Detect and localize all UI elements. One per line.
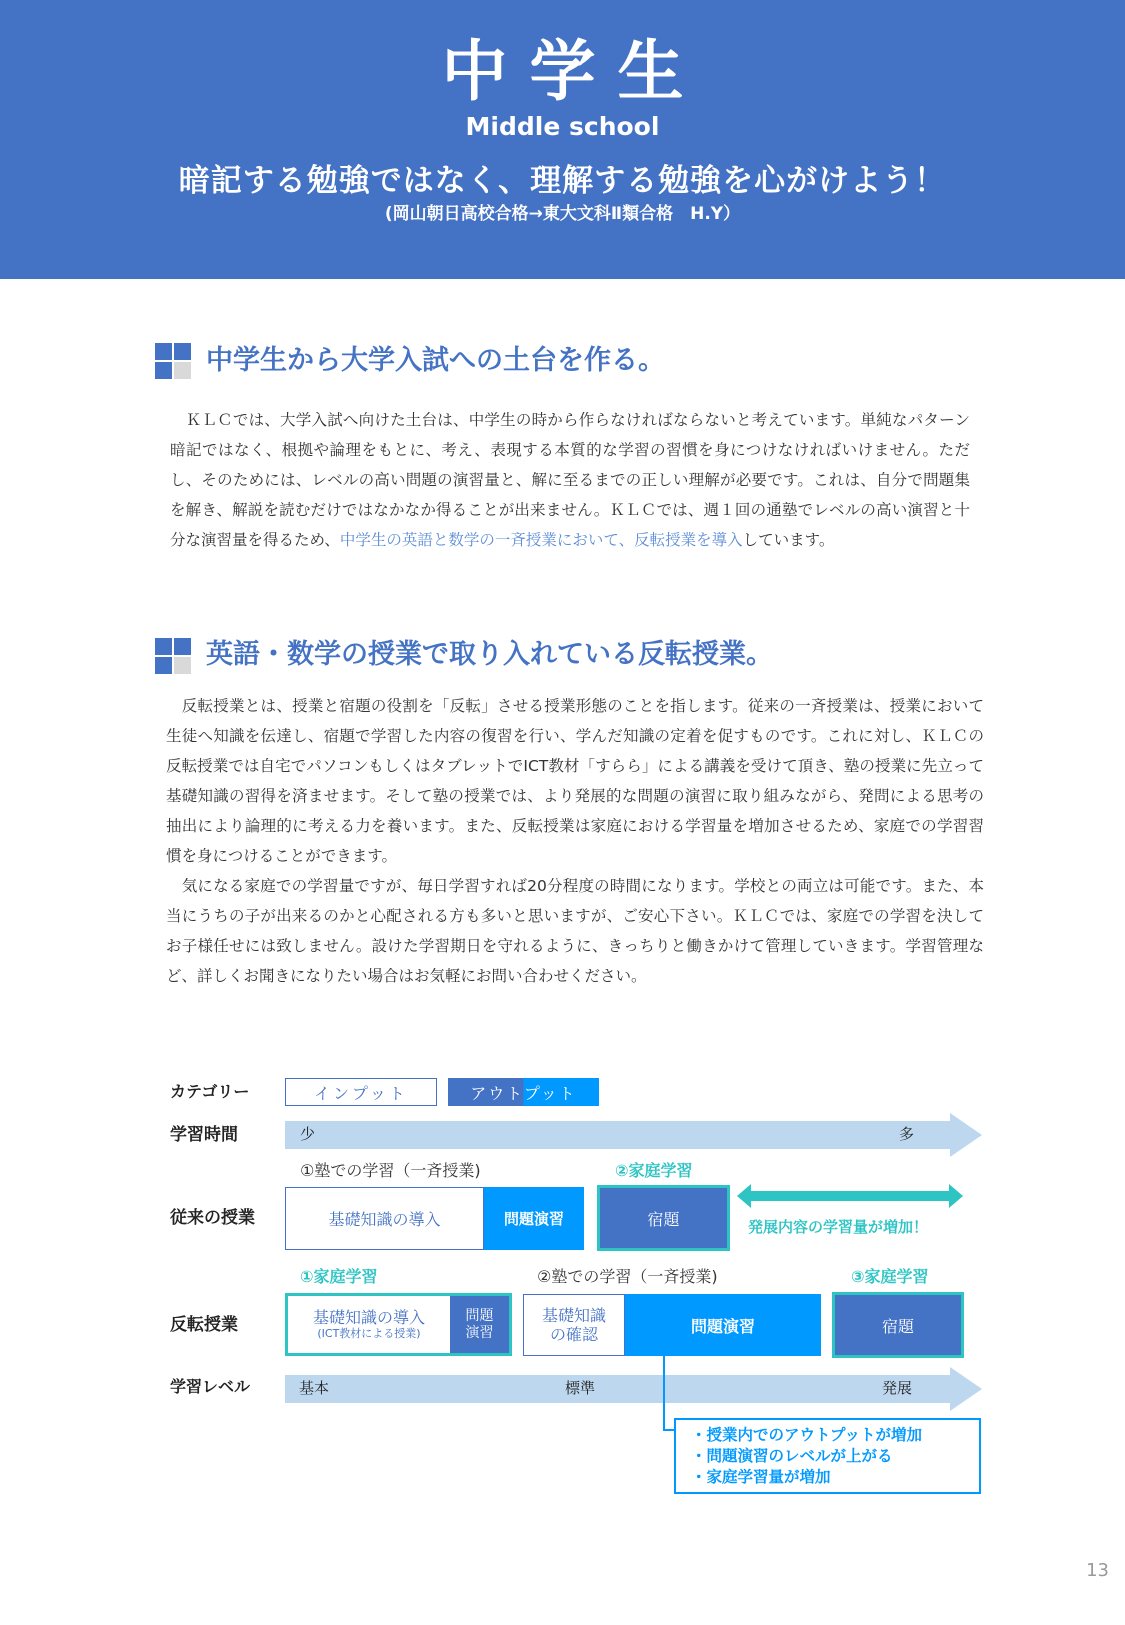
section1-heading: 中学生から大学入試への土台を作る。 [206, 345, 665, 376]
time-high: 多 [899, 1125, 915, 1143]
level-label: 学習レベル [170, 1377, 251, 1396]
level-basic: 基本 [299, 1379, 330, 1397]
flipped-label: 反転授業 [170, 1315, 238, 1335]
quote-attribution: (岡山朝日高校合格→東大文科Ⅱ類合格 H.Y） [384, 204, 741, 224]
level-advanced: 発展 [882, 1379, 913, 1397]
trad-note: 発展内容の学習量が増加！ [748, 1218, 929, 1236]
section2-heading: 英語・数学の授業で取り入れている反転授業。 [206, 639, 773, 670]
flip-confirm-text: 基礎知識の確認 [541, 1306, 606, 1344]
double-arrow [737, 1184, 963, 1208]
study-time-arrow [285, 1113, 982, 1157]
flip-basic-sub: (ICT教材による授業) [317, 1326, 421, 1340]
section2-paragraph: 反転授業とは、授業と宿題の役割を「反転」させる授業形態のことを指します。従来の一斉授業は、授業において生徒へ知識を伝達し、宿題で学習した内容の復習を行い、学んだ知識の定着を促すものです。これに対し、ＫＬＣの反転授業では自宅でパソコンもしくはタブレットでICT教材「すらら」による講義を受けて頂き、塾の授業に先立って基礎知識の習得を済ませます。そして塾の授業では、より発展的な問題の演習に取り組みながら、発問による思考の抽出により論理的に考える力を養います。また、反転授業は家庭における学習量を増加させるため、家庭での学習習慣を身につけることができます。 [166, 697, 984, 865]
flip-confirm-box [523, 1294, 625, 1356]
trad-caption-home: ②家庭学習 [615, 1161, 693, 1180]
benefit-item: ・授業内でのアウトプットが増加 [691, 1426, 922, 1444]
arrow-shape [285, 1113, 982, 1157]
header-quote: 暗記する勉強ではなく、理解する勉強を心がけよう！ [178, 163, 947, 199]
trad-caption-school: ①塾での学習（一斉授業) [300, 1161, 481, 1180]
highlight-text: 中学生の英語と数学の一斉授業において、反転授業を導入 [339, 531, 743, 549]
page-subtitle: Middle school [465, 112, 660, 141]
flip-homework-box: 宿題 [832, 1292, 964, 1358]
flip-caption-home3: ③家庭学習 [851, 1267, 929, 1286]
double-arrow-shape [737, 1184, 963, 1208]
flip-caption-home1: ①家庭学習 [300, 1267, 378, 1286]
section2-paragraph: 気になる家庭での学習量ですが、毎日学習すれば20分程度の時間になります。学校との両立は可能です。また、本当にうちの子が出来るのかと心配される方も多いと思いますが、ご安心下さい。ＫＬＣでは、家庭での学習を決してお子様任せには致しません。設けた学習期日を守れるように、きっちりと働きかけて管理していきます。学習管理など、詳しくお聞きになりたい場合はお気軽にお問い合わせください。 [166, 877, 984, 985]
level-standard: 標準 [565, 1379, 596, 1397]
flip-caption-school: ②塾での学習（一斉授業) [537, 1267, 718, 1286]
flip-basic-box [288, 1309, 450, 1341]
input-legend: インプット [285, 1078, 437, 1106]
output-legend: アウトプット [448, 1078, 599, 1106]
page-title: 中学生 [441, 33, 706, 110]
flip-practice-small-text: 問題演習 [465, 1307, 494, 1341]
trad-practice-box: 問題演習 [484, 1187, 584, 1250]
benefits-callout [674, 1418, 981, 1494]
traditional-label: 従来の授業 [170, 1208, 255, 1228]
section-square-icon [155, 343, 191, 379]
trad-homework-box: 宿題 [597, 1185, 730, 1251]
flip-practice-small-box [450, 1296, 509, 1353]
flip-practice-box: 問題演習 [625, 1294, 821, 1356]
page-number: 13 [1086, 1560, 1109, 1581]
benefit-item: ・家庭学習量が増加 [691, 1468, 831, 1486]
section-square-icon [155, 638, 191, 674]
header-banner [0, 0, 1125, 279]
flip-basic-text: 基礎知識の導入 [312, 1307, 425, 1327]
level-arrow [285, 1367, 982, 1411]
category-label: カテゴリー [170, 1082, 250, 1101]
flip-home-group [285, 1293, 512, 1356]
benefit-item: ・問題演習のレベルが上がる [691, 1447, 893, 1465]
study-time-label: 学習時間 [170, 1125, 238, 1145]
section2-body [166, 691, 984, 991]
time-low: 少 [300, 1125, 316, 1143]
arrow-shape [285, 1367, 982, 1411]
section1-body: ＫＬＣでは、大学入試へ向けた土台は、中学生の時から作らなければならないと考えています。単純なパターン暗記ではなく、根拠や論理をもとに、考え、表現する本質的な学習の習慣を身につけなければいけません。ただし、そのためには、レベルの高い問題の演習量と、解に至るまでの正しい理解が必要です。これは、自分で問題集を解き、解説を読むだけではなかなか得ることが出来ません。ＫＬＣでは、週１回の通塾でレベルの高い演習と十分な演習量を得るため、中学生の英語と数学の一斉授業において、反転授業を導入しています。 [170, 411, 970, 549]
trad-basic-box: 基礎知識の導入 [285, 1187, 484, 1250]
